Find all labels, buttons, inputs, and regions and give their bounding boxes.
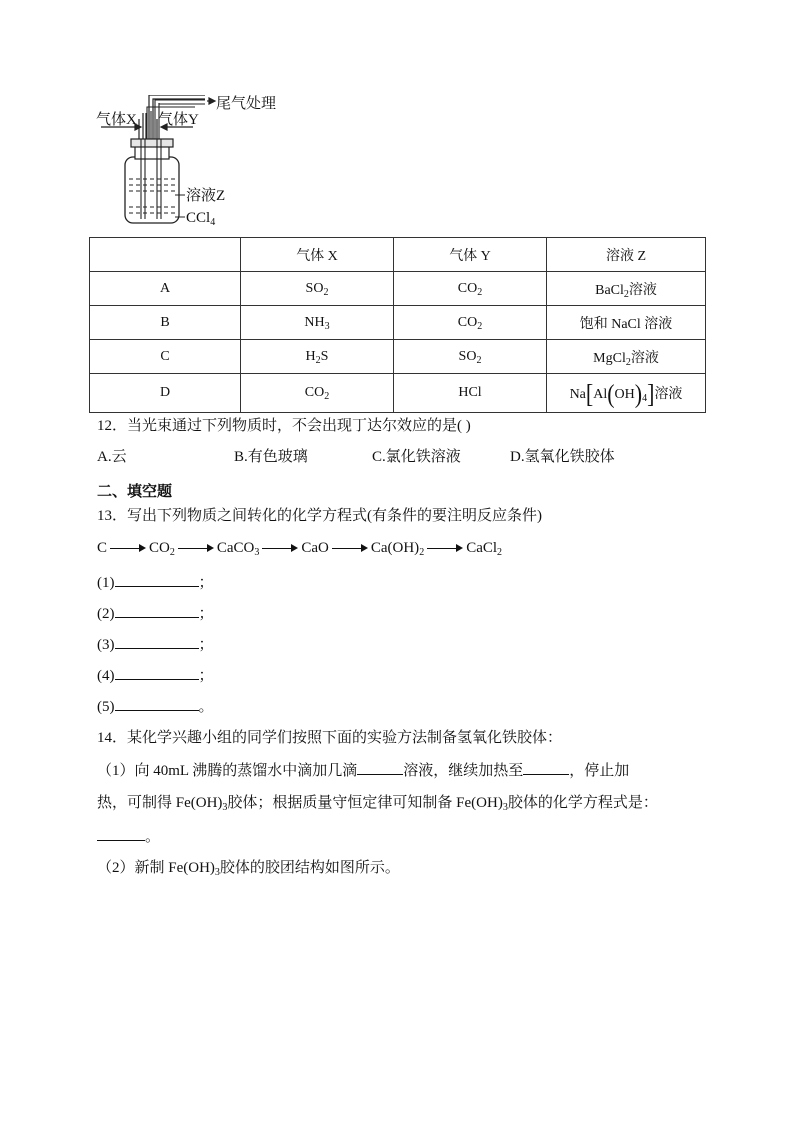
table-header-row: [90, 238, 706, 272]
ccl4-label: CCl$_4$: [186, 210, 216, 228]
q13-reaction-chain: C $CO_2$ CaCO$_3$ CaO $Ca(OH)_2$ CaCl$_2$: [97, 540, 503, 558]
option-cell: B: [90, 306, 241, 340]
table-row: [90, 272, 706, 306]
answer-blank[interactable]: [115, 572, 199, 587]
table-header-cell: 溶液 Z: [547, 238, 706, 272]
table-header-cell: 气体 Y: [394, 238, 547, 272]
table-row: [90, 306, 706, 340]
q13-blank-1: (1) ；: [97, 572, 214, 593]
q13-stem: 13．写出下列物质之间转化的化学方程式(有条件的要注明反应条件): [97, 508, 542, 524]
table-row: [90, 374, 706, 413]
q14-part1-line3: 。: [97, 826, 160, 847]
gas-y-cell: HCl: [394, 374, 547, 413]
q14-part1-line2: 热，可制得 $Fe(OH)_3$胶体；根据质量守恒定律可知制备 $Fe(OH)_3$胶体的化学方程式是：: [97, 795, 658, 813]
q13-blank-4: (4) ；: [97, 665, 214, 686]
solution-z-label: 溶液Z: [186, 188, 226, 204]
solution-z-cell: MgCl$_2$溶液: [547, 340, 706, 374]
q12-option-a: A.云: [97, 449, 127, 465]
gas-y-cell: $CO_2$: [394, 272, 547, 306]
answer-blank[interactable]: [115, 603, 199, 618]
answer-blank[interactable]: [357, 760, 403, 775]
q13-blank-3: (3) ；: [97, 634, 214, 655]
q14-part1-line1: （1）向 40mL 沸腾的蒸馏水中滴加几滴 溶液，继续加热至 ，停止加: [97, 760, 629, 781]
q12-option-d: D.氢氧化铁胶体: [510, 449, 615, 465]
arrow-icon: [262, 544, 298, 554]
q12-option-b: B.有色玻璃: [234, 449, 308, 465]
arrow-icon: [110, 544, 146, 554]
answer-blank[interactable]: [115, 665, 199, 680]
table-header-cell: 气体 X: [241, 238, 394, 272]
option-cell: A: [90, 272, 241, 306]
arrow-icon: [427, 544, 463, 554]
section-title: 二、填空题: [97, 482, 173, 500]
option-cell: D: [90, 374, 241, 413]
arrow-icon: [178, 544, 214, 554]
gas-y-cell: $CO_2$: [394, 306, 547, 340]
option-cell: C: [90, 340, 241, 374]
gas-y-cell: $SO_2$: [394, 340, 547, 374]
q13-blank-2: (2) ；: [97, 603, 214, 624]
answer-blank[interactable]: [115, 696, 199, 711]
gas-x-cell: $SO_2$: [241, 272, 394, 306]
q14-part2: （2）新制 $Fe(OH)_3$胶体的胶团结构如图所示。: [97, 860, 400, 878]
exhaust-label: 尾气处理: [216, 96, 277, 112]
answer-blank[interactable]: [97, 826, 145, 841]
q12-stem: 12．当光束通过下列物质时，不会出现丁达尔效应的是( ): [97, 418, 471, 434]
options-table: [89, 237, 706, 413]
table-row: [90, 340, 706, 374]
gas-x-cell: $H_2S$: [241, 340, 394, 374]
q13-blank-5: (5) 。: [97, 696, 214, 717]
solution-z-cell: 饱和 NaCl 溶液: [547, 306, 706, 340]
answer-blank[interactable]: [523, 760, 569, 775]
table-header-cell: [90, 238, 241, 272]
q12-option-c: C.氯化铁溶液: [372, 449, 461, 465]
answer-blank[interactable]: [115, 634, 199, 649]
q14-stem: 14．某化学兴趣小组的同学们按照下面的实验方法制备氢氧化铁胶体：: [97, 730, 563, 746]
gas-x-cell: $NH_3$: [241, 306, 394, 340]
solution-z-cell: $Na[Al(OH)_4]$溶液: [547, 374, 706, 413]
gas-x-cell: $CO_2$: [241, 374, 394, 413]
gas-x-label: 气体X: [96, 112, 137, 128]
solution-z-cell: BaCl$_2$溶液: [547, 272, 706, 306]
gas-y-label: 气体Y: [158, 112, 199, 128]
arrow-icon: [332, 544, 368, 554]
